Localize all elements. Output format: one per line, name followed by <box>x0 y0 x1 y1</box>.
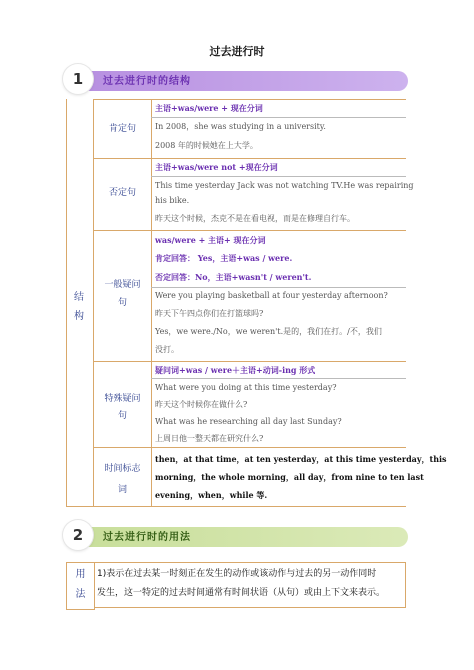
row-general-question-negative: 否定回答：No，主语+wasn't / weren't. <box>155 272 312 282</box>
row-affirmative-example-en: In 2008，she was studying in a university. <box>155 122 326 131</box>
section-2-number: 2 <box>63 520 93 550</box>
row-time-markers-line-1: then，at that time，at ten yesterday，at this time yesterday，this <box>155 454 447 464</box>
row-general-question-example-zh-2: Yes，we were./No，we weren't.是的，我们在打。/不，我们 <box>155 327 382 336</box>
row-special-question-example-zh-1: 昨天这个时候你在做什么? <box>155 400 248 409</box>
row-affirmative-example-zh: 2008 年的时候她在上大学。 <box>155 141 258 150</box>
row-time-markers-label-2: 词 <box>117 485 127 495</box>
row-negative-example-en-1: This time yesterday Jack was not watching TV.He was repairing <box>155 181 414 190</box>
row-general-question-label-1: 一般疑问 <box>104 280 141 290</box>
row-negative-example-zh: 昨天这个时候，杰克不是在看电视，而是在修理自行车。 <box>155 214 355 223</box>
section-2-banner <box>63 525 408 549</box>
row-affirmative-formula: 主语+was/were + 现在分词 <box>155 103 263 113</box>
section-1-banner <box>63 69 408 93</box>
usage-label-1: 用 <box>75 569 86 580</box>
row-time-markers-line-2: morning，the whole morning，all day，from nine to ten last <box>155 472 424 482</box>
usage-table <box>66 562 406 608</box>
row-general-question-label-2: 句 <box>117 298 127 308</box>
structure-table <box>66 99 447 507</box>
usage-text-cell <box>94 562 406 608</box>
row-special-question-label-2: 句 <box>117 411 127 421</box>
structure-side-label-1: 结 <box>74 292 84 303</box>
row-general-question-formula: was/were + 主语+ 现在分词 <box>155 235 266 245</box>
usage-label-cell <box>66 562 95 610</box>
usage-label-2: 法 <box>75 589 86 600</box>
row-general-question-example-zh-3: 没打。 <box>155 345 179 354</box>
row-affirmative-label: 肯定句 <box>108 124 136 134</box>
usage-line-2: 发生，这一特定的过去时间通常有时间状语（从句）或由上下文来表示。 <box>97 588 386 598</box>
row-general-question-affirm: 肯定回答： Yes，主语+was / were. <box>155 253 293 263</box>
usage-line-1: 1)表示在过去某一时刻正在发生的动作或该动作与过去的另一动作同时 <box>97 569 377 579</box>
section-1-number: 1 <box>63 64 93 94</box>
section-1-title: 过去进行时的结构 <box>103 76 191 87</box>
row-special-question-example-en-1: What were you doing at this time yesterday? <box>155 383 337 392</box>
structure-side-label-2: 构 <box>74 311 84 322</box>
row-time-markers-line-3: evening，when，while 等. <box>155 490 268 500</box>
row-special-question-formula: 疑问词+was / were＋主语+动词-ing 形式 <box>155 365 316 375</box>
row-negative-formula: 主语+was/were not +现在分词 <box>155 162 278 172</box>
row-special-question-label-1: 特殊疑问 <box>104 394 141 404</box>
section-2-title: 过去进行时的用法 <box>103 532 191 543</box>
row-general-question-example-en: Were you playing basketball at four yesterday afternoon? <box>155 291 388 300</box>
row-special-question-example-zh-2: 上周日他一整天都在研究什么? <box>155 434 264 443</box>
row-general-question-example-zh-1: 昨天下午四点你们在打篮球吗? <box>155 309 264 318</box>
row-special-question-example-en-2: What was he researching all day last Sunday? <box>155 417 342 426</box>
row-negative-label: 否定句 <box>108 188 136 198</box>
row-negative-example-en-2: his bike. <box>155 196 190 205</box>
row-time-markers-label-1: 时间标志 <box>104 464 141 474</box>
page-title: 过去进行时 <box>209 45 265 58</box>
